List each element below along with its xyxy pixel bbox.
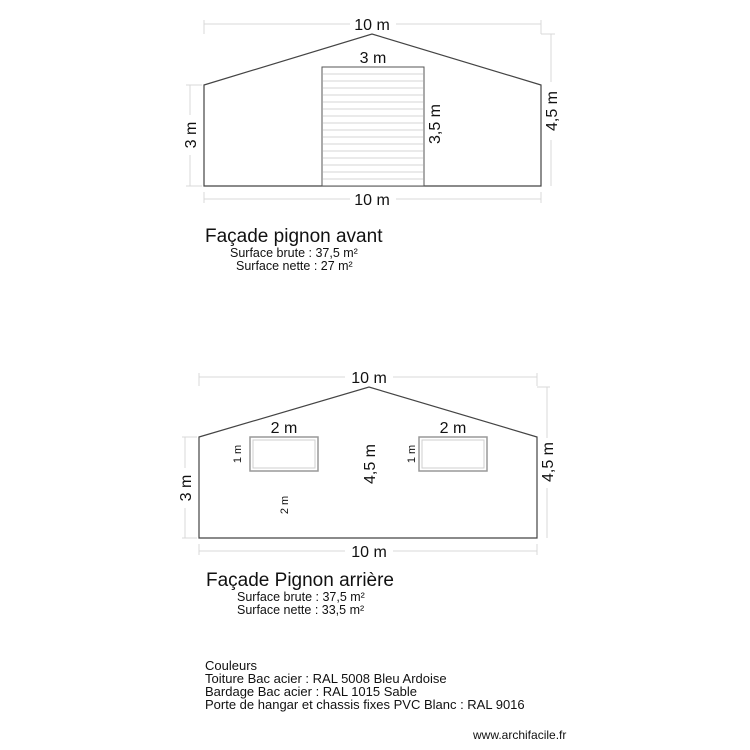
back-wall-height-label: 3 m bbox=[178, 474, 195, 502]
back-center-ridge-height-label: 4,5 m bbox=[362, 443, 379, 485]
back-window-right-height-label: 1 m bbox=[406, 444, 418, 464]
back-bottom-width-label: 10 m bbox=[351, 544, 387, 561]
watermark-link[interactable]: www.archifacile.fr bbox=[473, 728, 567, 742]
back-right-ridge-height-label: 4,5 m bbox=[540, 441, 557, 483]
facade-back-title: Façade Pignon arrière bbox=[206, 570, 394, 591]
colors-legend-line-roof: Toiture Bac acier : RAL 5008 Bleu Ardoise bbox=[205, 671, 447, 686]
colors-legend-line-door: Porte de hangar et chassis fixes PVC Blanc : RAL 9016 bbox=[205, 697, 525, 712]
facade-front-surface-nette: Surface nette : 27 m² bbox=[236, 259, 353, 273]
back-window-left-height-label: 1 m bbox=[232, 444, 244, 464]
facade-back-drawing bbox=[178, 370, 557, 561]
front-door-height-label: 3,5 m bbox=[427, 103, 444, 145]
front-door-width-label: 3 m bbox=[359, 50, 387, 67]
colors-legend-heading: Couleurs bbox=[205, 658, 258, 673]
back-window-right-width-label: 2 m bbox=[439, 420, 467, 437]
back-window-sill-height-label: 2 m bbox=[279, 495, 291, 515]
front-wall-height-label: 3 m bbox=[183, 121, 200, 149]
facade-front-drawing bbox=[183, 17, 561, 209]
front-top-width-label: 10 m bbox=[354, 17, 390, 34]
facade-front-surface-brute: Surface brute : 37,5 m² bbox=[230, 246, 358, 260]
facade-back-surface-nette: Surface nette : 33,5 m² bbox=[237, 603, 365, 617]
front-ridge-height-label: 4,5 m bbox=[544, 90, 561, 132]
facade-back-surface-brute: Surface brute : 37,5 m² bbox=[237, 590, 365, 604]
colors-legend-line-cladding: Bardage Bac acier : RAL 1015 Sable bbox=[205, 684, 417, 699]
back-window-left-width-label: 2 m bbox=[270, 420, 298, 437]
back-top-width-label: 10 m bbox=[351, 370, 387, 387]
facade-front-title: Façade pignon avant bbox=[205, 226, 383, 247]
front-bottom-width-label: 10 m bbox=[354, 192, 390, 209]
